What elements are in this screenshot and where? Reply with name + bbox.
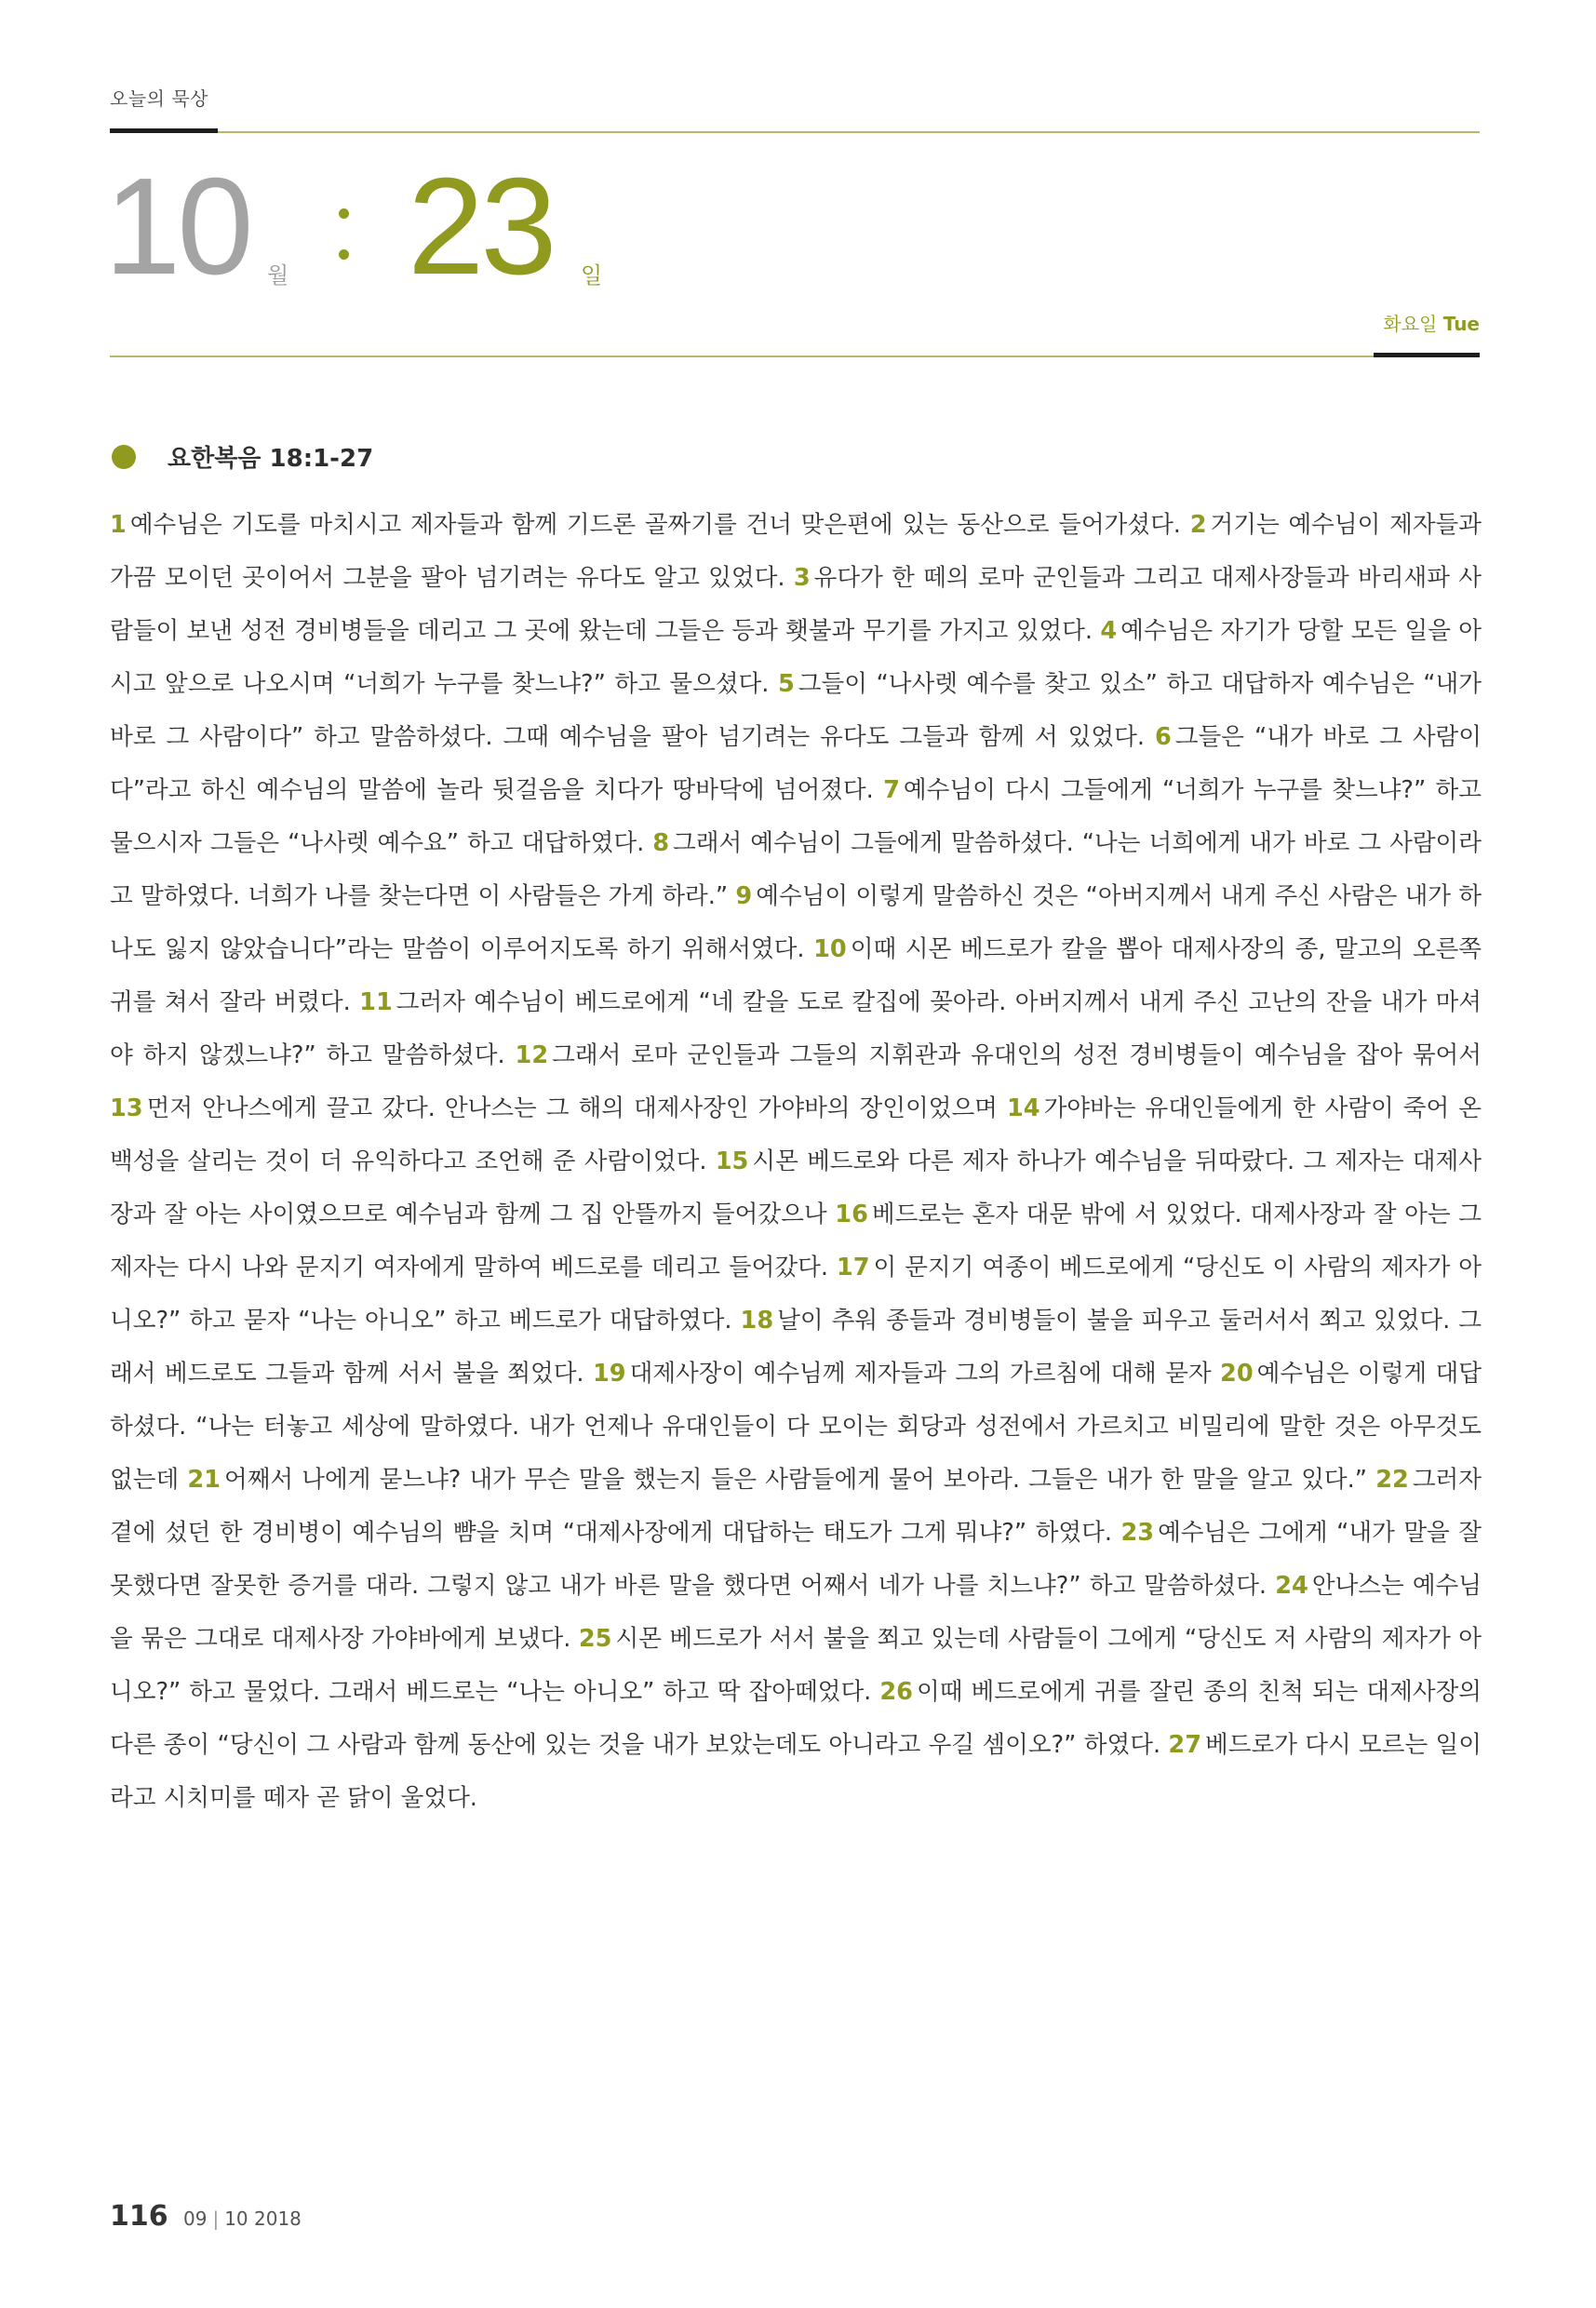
verse-number: 4 — [1100, 617, 1118, 645]
verse-text: 그들은 “내가 바로 그 사람이다”라고 하신 예수님의 말씀에 놀라 뒷걸음을 치다가 땅바닥에 넘어졌다. — [110, 723, 1482, 804]
verse-text: 먼저 안나스에게 끌고 갔다. 안나스는 그 해의 대제사장인 가야바의 장인이었으며 — [146, 1094, 998, 1122]
verse-text: 이때 시몬 베드로가 칼을 뽑아 대제사장의 종, 말고의 오른쪽 귀를 쳐서 잘라 버렸다. — [110, 935, 1482, 1016]
verse-number: 17 — [836, 1254, 870, 1281]
verse-text: 그래서 로마 군인들과 그들의 지휘관과 유대인의 성전 경비병들이 예수님을 잡아 묶어서 — [552, 1041, 1482, 1069]
verse-text: 베드로가 다시 모르는 일이라고 시치미를 떼자 곧 닭이 울었다. — [110, 1731, 1482, 1812]
verse-text: 대제사장이 예수님께 제자들과 그의 가르침에 대해 묻자 — [629, 1360, 1212, 1388]
verse-number: 9 — [735, 882, 753, 910]
verse-text: 안나스는 예수님을 묶은 그대로 대제사장 가야바에게 보냈다. — [110, 1572, 1482, 1653]
verse-number: 26 — [879, 1678, 913, 1706]
verse-text: 예수님이 다시 그들에게 “너희가 누구를 찾느냐?” 하고 물으시자 그들은 “나사렛 예수요” 하고 대답하였다. — [110, 776, 1482, 857]
verse-number: 14 — [1006, 1094, 1040, 1122]
issue-month-2: 10 — [224, 2207, 248, 2230]
verse-number: 6 — [1154, 723, 1172, 751]
verse-number: 5 — [777, 670, 795, 698]
date-month-unit: 월 — [267, 262, 289, 288]
date-day-unit: 일 — [581, 262, 603, 288]
verse-text: 거기는 예수님이 제자들과 가끔 모이던 곳이어서 그분을 팔아 넘기려는 유다도 알고 있었다. — [110, 511, 1482, 592]
verse-number: 3 — [793, 564, 811, 592]
footer — [110, 2200, 302, 2233]
verse-number: 7 — [883, 776, 900, 804]
passage-reference: 요한복음 18:1-27 — [168, 445, 374, 473]
issue-divider: | — [212, 2207, 220, 2230]
top-rule-accent — [110, 128, 218, 133]
verse-text: 유다가 한 떼의 로마 군인들과 그리고 대제사장들과 바리새파 사람들이 보낸 성전 경비병들을 데리고 그 곳에 왔는데 그들은 등과 횃불과 무기를 가지고 있었다. — [110, 564, 1482, 645]
weekday — [1383, 309, 1480, 336]
scripture-text — [110, 499, 1482, 1825]
verse-text: 예수님은 그에게 “내가 말을 잘못했다면 잘못한 증거를 대라. 그렇지 않고 내가 바른 말을 했다면 어째서 네가 나를 치느냐?” 하고 말씀하셨다. — [110, 1519, 1482, 1600]
verse-number: 20 — [1220, 1360, 1254, 1388]
verse-text: 예수님은 자기가 당할 모든 일을 아시고 앞으로 나오시며 “너희가 누구를 찾느냐?” 하고 물으셨다. — [110, 617, 1482, 698]
verse-text: 이 문지기 여종이 베드로에게 “당신도 이 사람의 제자가 아니오?” 하고 묻자 “나는 아니오” 하고 베드로가 대답하였다. — [110, 1254, 1482, 1335]
weekday-en: Tue — [1442, 313, 1480, 335]
verse-number: 18 — [740, 1307, 774, 1335]
weekday-ko: 화요일 — [1383, 313, 1438, 335]
date-day: 23 — [408, 150, 554, 303]
verse-text: 그들이 “나사렛 예수를 찾고 있소” 하고 대답하자 예수님은 “내가 바로 그 사람이다” 하고 말씀하셨다. 그때 예수님을 팔아 넘기려는 유다도 그들과 함께 서 있었다. — [110, 670, 1482, 751]
mid-rule-accent — [1374, 353, 1480, 357]
verse-text: 가야바는 유대인들에게 한 사람이 죽어 온 백성을 살리는 것이 더 유익하다고 조언해 준 사람이었다. — [110, 1094, 1482, 1175]
verse-number: 15 — [715, 1147, 749, 1175]
page-number: 116 — [110, 2200, 168, 2233]
verse-text: 예수님이 이렇게 말씀하신 것은 “아버지께서 내게 주신 사람은 내가 하나도 잃지 않았습니다”라는 말씀이 이루어지도록 하기 위해서였다. — [110, 882, 1482, 963]
verse-text: 그러자 곁에 섰던 한 경비병이 예수님의 뺨을 치며 “대제사장에게 대답하는 태도가 그게 뭐냐?” 하였다. — [110, 1466, 1482, 1547]
verse-number: 1 — [110, 511, 127, 539]
top-rule — [110, 131, 1480, 133]
issue-months: 09 — [182, 2207, 208, 2230]
verse-number: 25 — [578, 1625, 612, 1653]
verse-text: 그러자 예수님이 베드로에게 “네 칼을 도로 칼집에 꽂아라. 아버지께서 내게 주신 고난의 잔을 내가 마셔야 하지 않겠느냐?” 하고 말씀하셨다. — [110, 988, 1482, 1069]
verse-number: 16 — [835, 1201, 868, 1228]
verse-number: 12 — [515, 1041, 549, 1069]
issue-year: 2018 — [254, 2207, 302, 2230]
mid-rule — [110, 356, 1480, 357]
verse-number: 27 — [1168, 1731, 1202, 1759]
verse-text: 날이 추워 종들과 경비병들이 불을 피우고 둘러서서 쬐고 있었다. 그래서 베드로도 그들과 함께 서서 불을 쬐었다. — [110, 1307, 1482, 1388]
date-separator-icon — [331, 195, 357, 270]
verse-text: 베드로는 혼자 대문 밖에 서 있었다. 대제사장과 잘 아는 그 제자는 다시 나와 문지기 여자에게 말하여 베드로를 데리고 들어갔다. — [110, 1201, 1482, 1281]
verse-text: 예수님은 이렇게 대답하셨다. “나는 터놓고 세상에 말하였다. 내가 언제나 유대인들이 다 모이는 회당과 성전에서 가르치고 비밀리에 말한 것은 아무것도 없는데 — [110, 1360, 1482, 1494]
verse-number: 22 — [1375, 1466, 1409, 1494]
verse-text: 어째서 나에게 묻느냐? 내가 무슨 말을 했는지 들은 사람들에게 물어 보아라. 그들은 내가 한 말을 알고 있다.” — [223, 1466, 1368, 1494]
verse-text: 그래서 예수님이 그들에게 말씀하셨다. “나는 너희에게 내가 바로 그 사람이라고 말하였다. 너희가 나를 찾는다면 이 사람들은 가게 하라.” — [110, 829, 1482, 910]
section-label: 오늘의 묵상 — [110, 87, 208, 110]
verse-text: 이때 베드로에게 귀를 잘린 종의 친척 되는 대제사장의 다른 종이 “당신이 그 사람과 함께 동산에 있는 것을 내가 보았는데도 아니라고 우길 셈이오?” 하였다. — [110, 1678, 1482, 1759]
verse-number: 21 — [187, 1466, 221, 1494]
verse-number: 11 — [359, 988, 393, 1016]
date-month: 10 — [104, 150, 250, 303]
verse-text: 예수님은 기도를 마치시고 제자들과 함께 기드론 골짜기를 건너 맞은편에 있는 동산으로 들어가셨다. — [129, 511, 1181, 539]
verse-number: 24 — [1275, 1572, 1308, 1600]
verse-number: 19 — [592, 1360, 626, 1388]
verse-number: 10 — [813, 935, 847, 963]
bullet-dot-icon — [112, 445, 136, 469]
verse-number: 8 — [652, 829, 670, 857]
verse-number: 13 — [110, 1094, 143, 1122]
verse-number: 2 — [1189, 511, 1207, 539]
verse-text: 시몬 베드로와 다른 제자 하나가 예수님을 뒤따랐다. 그 제자는 대제사장과 잘 아는 사이였으므로 예수님과 함께 그 집 안뜰까지 들어갔으나 — [110, 1147, 1482, 1228]
verse-number: 23 — [1120, 1519, 1155, 1547]
verse-text: 시몬 베드로가 서서 불을 쬐고 있는데 사람들이 그에게 “당신도 저 사람의 제자가 아니오?” 하고 물었다. 그래서 베드로는 “나는 아니오” 하고 딱 잡아떼었다. — [110, 1625, 1482, 1706]
